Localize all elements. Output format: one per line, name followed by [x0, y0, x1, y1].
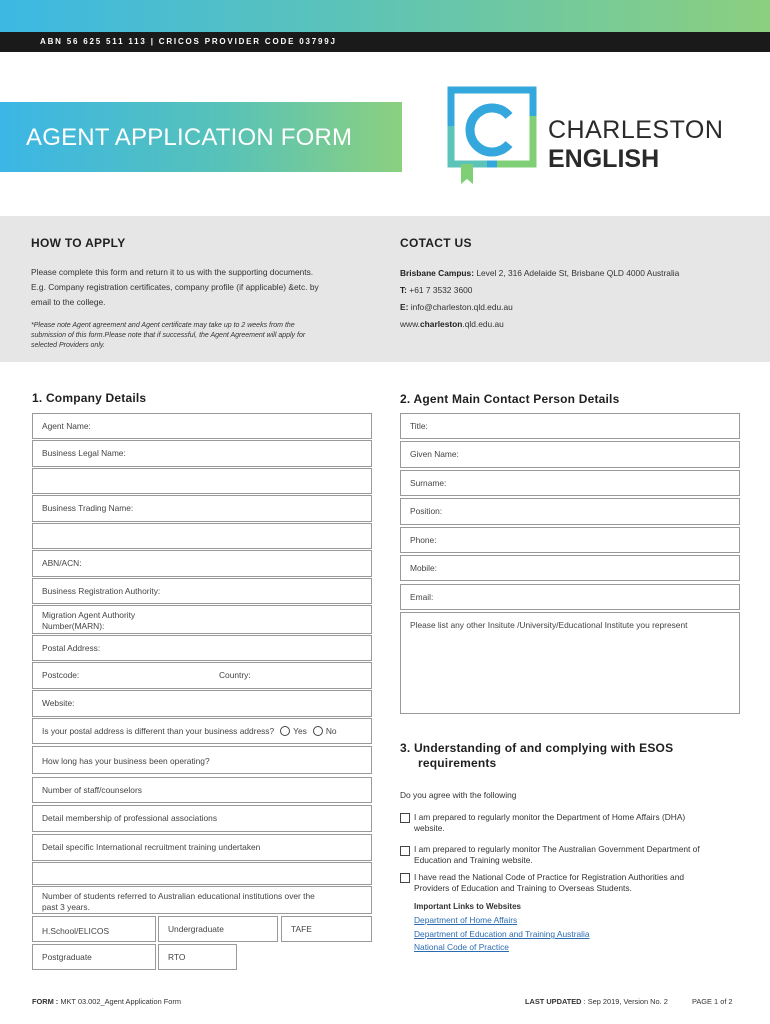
last-updated: [525, 997, 668, 1006]
web-suffix: .qld.edu.au: [462, 319, 504, 329]
brand-line-1: CHARLESTON: [548, 116, 724, 144]
postgraduate-field[interactable]: Postgraduate: [32, 944, 156, 970]
form-code-value: MKT 03.002_Agent Application Form: [58, 997, 181, 1006]
postal-different-question: Is your postal address is different than your business address?: [42, 726, 275, 736]
code-of-practice-checkbox[interactable]: [400, 873, 410, 883]
esos-heading: [400, 741, 673, 771]
form-code: [32, 997, 181, 1006]
agreement-note: [31, 321, 361, 351]
form-title-band: [0, 102, 402, 172]
other-institutes-field[interactable]: Please list any other Insitute /University/Educational Institute you represent: [400, 612, 740, 714]
postcode-country-row[interactable]: [32, 662, 372, 689]
campus-line: [400, 265, 760, 282]
registration-authority-field[interactable]: Business Registration Authority:: [32, 578, 372, 604]
how-to-line-2: E.g. Company registration certificates, company profile (if applicable) &etc. by: [31, 282, 319, 292]
email-field[interactable]: Email:: [400, 584, 740, 610]
title-field[interactable]: Title:: [400, 413, 740, 439]
surname-field[interactable]: Surname:: [400, 470, 740, 496]
code-of-practice-link[interactable]: National Code of Practice: [414, 942, 509, 952]
yes-label: Yes: [293, 726, 307, 736]
students-line-1: Number of students referred to Australian educational institutions over the: [42, 891, 315, 901]
dha-line-1: I am prepared to regularly monitor the Department of Home Affairs (DHA): [414, 812, 686, 822]
marn-label-1: Migration Agent Authority: [42, 610, 136, 620]
note-line-2: submission of this form.Please note that if successful, the Agent Agreement will apply for: [31, 332, 306, 339]
brand-wordmark: [548, 116, 723, 174]
business-legal-name-continued[interactable]: [32, 468, 372, 494]
membership-field[interactable]: Detail membership of professional associations: [32, 805, 372, 832]
phone-label: T:: [400, 285, 407, 295]
undergraduate-field[interactable]: Undergraduate: [158, 916, 278, 942]
marn-label-2: Number(MARN):: [42, 621, 105, 631]
form-title: AGENT APPLICATION FORM: [26, 124, 353, 151]
campus-value: Level 2, 316 Adelaide St, Brisbane QLD 4000 Australia: [474, 268, 680, 278]
esos-heading-line-1: 3. Understanding of and complying with ESOS: [400, 741, 674, 755]
marn-field[interactable]: [32, 605, 372, 634]
note-line-3: selected Providers only.: [31, 342, 105, 349]
postal-address-field[interactable]: Postal Address:: [32, 635, 372, 661]
recruitment-training-field[interactable]: Detail specific International recruitment training undertaken: [32, 834, 372, 861]
web-bold: charleston: [420, 319, 463, 329]
abn-acn-field[interactable]: ABN/ACN:: [32, 550, 372, 577]
education-line-2: Education and Training website.: [414, 855, 533, 865]
business-legal-name-field[interactable]: Business Legal Name:: [32, 440, 372, 467]
web-prefix: www.: [400, 319, 421, 329]
abn-cricos-bar: ABN 56 625 511 113 | CRICOS PROVIDER CODE 03799J: [0, 32, 770, 52]
code-line-2: Providers of Education and Training to Overseas Students.: [414, 883, 632, 893]
contact-heading: COTACT US: [400, 236, 472, 250]
phone-field[interactable]: Phone:: [400, 527, 740, 553]
info-panel: [0, 216, 770, 362]
form-code-label: FORM :: [32, 997, 59, 1006]
mobile-field[interactable]: Mobile:: [400, 555, 740, 581]
email-value[interactable]: info@charleston.qld.edu.au: [408, 302, 513, 312]
staff-count-field[interactable]: Number of staff/counselors: [32, 777, 372, 803]
postal-different-row: [32, 718, 372, 744]
phone-value: +61 7 3532 3600: [406, 285, 473, 295]
dha-statement: [414, 812, 744, 834]
top-gradient-bar: [0, 0, 770, 32]
page-number: PAGE 1 of 2: [692, 997, 733, 1006]
dha-checkbox[interactable]: [400, 813, 410, 823]
business-trading-name-continued[interactable]: [32, 523, 372, 549]
last-updated-value: : Sep 2019, Version No. 2: [581, 997, 668, 1006]
recruitment-training-continued[interactable]: [32, 862, 372, 885]
charleston-logo-icon: [447, 86, 537, 186]
tafe-field[interactable]: TAFE: [281, 916, 372, 942]
hschool-elicos-field[interactable]: H.School/ELICOS: [32, 916, 156, 942]
dha-line-2: website.: [414, 823, 445, 833]
note-line-1: *Please note Agent agreement and Agent certificate may take up to 2 weeks from the: [31, 322, 295, 329]
campus-label: Brisbane Campus:: [400, 268, 474, 278]
given-name-field[interactable]: Given Name:: [400, 441, 740, 468]
yes-radio[interactable]: [280, 726, 290, 736]
no-label: No: [325, 726, 337, 736]
how-to-line-3: email to the college.: [31, 297, 106, 307]
website-field[interactable]: Website:: [32, 690, 372, 717]
code-of-practice-statement: [414, 872, 744, 894]
operating-duration-field[interactable]: How long has your business been operating?: [32, 746, 372, 774]
rto-field[interactable]: RTO: [158, 944, 237, 970]
home-affairs-link[interactable]: Department of Home Affairs: [414, 915, 518, 925]
important-links-heading: Important Links to Websites: [414, 902, 521, 911]
position-field[interactable]: Position:: [400, 498, 740, 525]
esos-intro: Do you agree with the following: [400, 790, 517, 800]
phone-line: [400, 282, 760, 299]
no-radio[interactable]: [313, 726, 323, 736]
how-to-line-1: Please complete this form and return it to us with the supporting documents.: [31, 267, 314, 277]
code-line-1: I have read the National Code of Practice for Registration Authorities and: [414, 872, 685, 882]
contact-person-heading: 2. Agent Main Contact Person Details: [400, 392, 620, 406]
email-line[interactable]: [400, 299, 760, 316]
contact-details: [400, 265, 760, 333]
country-label: Country:: [219, 670, 251, 680]
brand-line-2: ENGLISH: [548, 145, 660, 173]
agent-name-field[interactable]: Agent Name:: [32, 413, 372, 439]
students-referred-label: [32, 886, 372, 914]
education-line-1: I am prepared to regularly monitor The Australian Government Department of: [414, 844, 700, 854]
education-statement: [414, 844, 749, 866]
how-to-apply-heading: HOW TO APPLY: [31, 236, 126, 250]
esos-heading-line-2: requirements: [418, 756, 497, 770]
students-line-2: past 3 years.: [42, 902, 90, 912]
company-details-heading: 1. Company Details: [32, 391, 147, 405]
website-line[interactable]: [400, 316, 760, 333]
postcode-label: Postcode:: [42, 670, 80, 680]
email-label: E:: [400, 302, 409, 312]
how-to-apply-text: [31, 265, 361, 310]
education-checkbox[interactable]: [400, 846, 410, 856]
last-updated-label: LAST UPDATED: [525, 997, 582, 1006]
education-training-link[interactable]: Department of Education and Training Australia: [414, 929, 590, 939]
business-trading-name-field[interactable]: Business Trading Name:: [32, 495, 372, 522]
